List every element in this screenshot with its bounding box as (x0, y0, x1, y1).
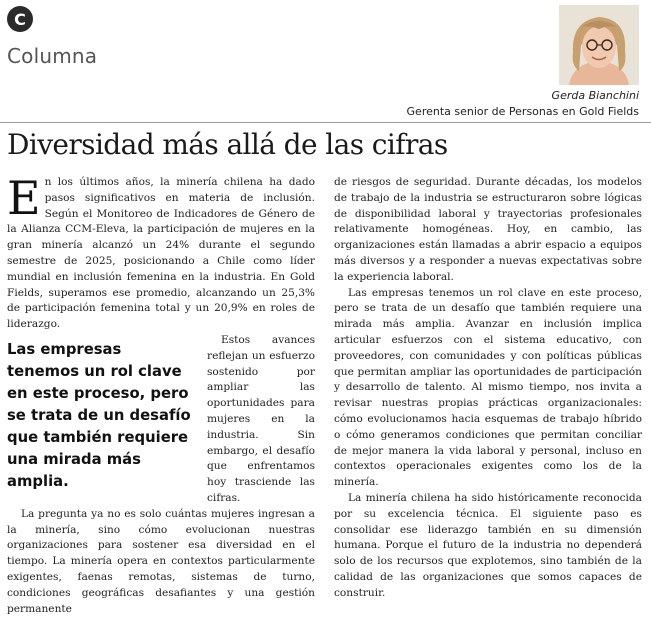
author-block (407, 88, 639, 120)
article-paragraph-2: Estos avances reflejan un esfuerzo sostenido por ampliar las oportunidades para mujeres en la industria. Sin embargo, el desafío que enfrentamos hoy trasciende las cifras. (207, 333, 315, 504)
article-paragraph-3-continued: de riesgos de seguridad. Durante décadas, los modelos de trabajo de la industria se estructuraron sobre lógicas de disponibilidad laboral y trayectorias profesionales relativamente homogéneas. Hoy, en cambio, las organizaciones están llamadas a abrir espacio a equipos más diversos y a responder a nuevas expectativas sobre la experiencia laboral. (334, 176, 642, 283)
author-role: Gerenta senior de Personas en Gold Fields (406, 105, 639, 118)
header-divider (0, 122, 651, 123)
pull-quote: Las empresas tenemos un rol clave en este proceso, pero se trata de un desafío que también requiere una mirada más amplia. (7, 340, 191, 490)
author-avatar (559, 5, 639, 85)
article-column-left (7, 171, 315, 615)
article-paragraph-5: La minería chilena ha sido históricamente reconocida por su excelencia técnica. El siguiente paso es consolidar ese liderazgo también en su dimensión humana. Porque el futuro de la industria no dependerá solo de los recursos que explotemos, sino también de la calidad de las organizaciones que somos capaces de construir. (334, 491, 642, 599)
article-paragraph-3: La pregunta ya no es solo cuántas mujeres ingresan a la minería, sino cómo evolucionan nuestras organizaciones para sostener esa diversidad en el tiempo. La minería opera en contextos particularmente exigentes, faenas remotas, sistemas de turno, condiciones geográficas desafiantes y una gestión permanente (7, 507, 315, 615)
article-paragraph-4: Las empresas tenemos un rol clave en este proceso, pero se trata de un desafío que también requiere una mirada más amplia. Avanzar en inclusión implica articular esfuerzos con el sistema educativo, con proveedores, con comunidades y con políticas públicas que permitan ampliar las oportunidades de participación y desarrollo de talento. Al mismo tiempo, nos invita a revisar nuestras propias prácticas organizacionales: cómo evolucionamos hacia esquemas de trabajo híbrido o cómo generamos condiciones que permitan conciliar de mejor manera la vida laboral y personal, incluso en contextos operacionales exigentes como los de la minería. (334, 286, 642, 489)
drop-cap: E (7, 171, 41, 225)
author-name: Gerda Bianchini (551, 89, 639, 102)
article-paragraph-1 (7, 171, 315, 333)
paragraph-1-text: n los últimos años, la minería chilena ha dado pasos significativos en materia de inclusión. Según el Monitoreo de Indicadores de Género de la Alianza CCM-Eleva, la participación de mujeres en la gran minería alcanzó un 24% durante el segundo semestre de 2025, posicionando a Chile como líder mundial en inclusión femenina en la industria. En Gold Fields, superamos ese promedio, alcanzando un 25,3% de participación femenina total y un 20,9% en roles de liderazgo. (7, 176, 315, 331)
column-badge: C (7, 6, 33, 32)
article-headline: Diversidad más allá de las cifras (7, 128, 448, 161)
section-label: Columna (7, 44, 98, 68)
article-column-right (334, 175, 642, 602)
author-portrait-icon (559, 5, 639, 85)
